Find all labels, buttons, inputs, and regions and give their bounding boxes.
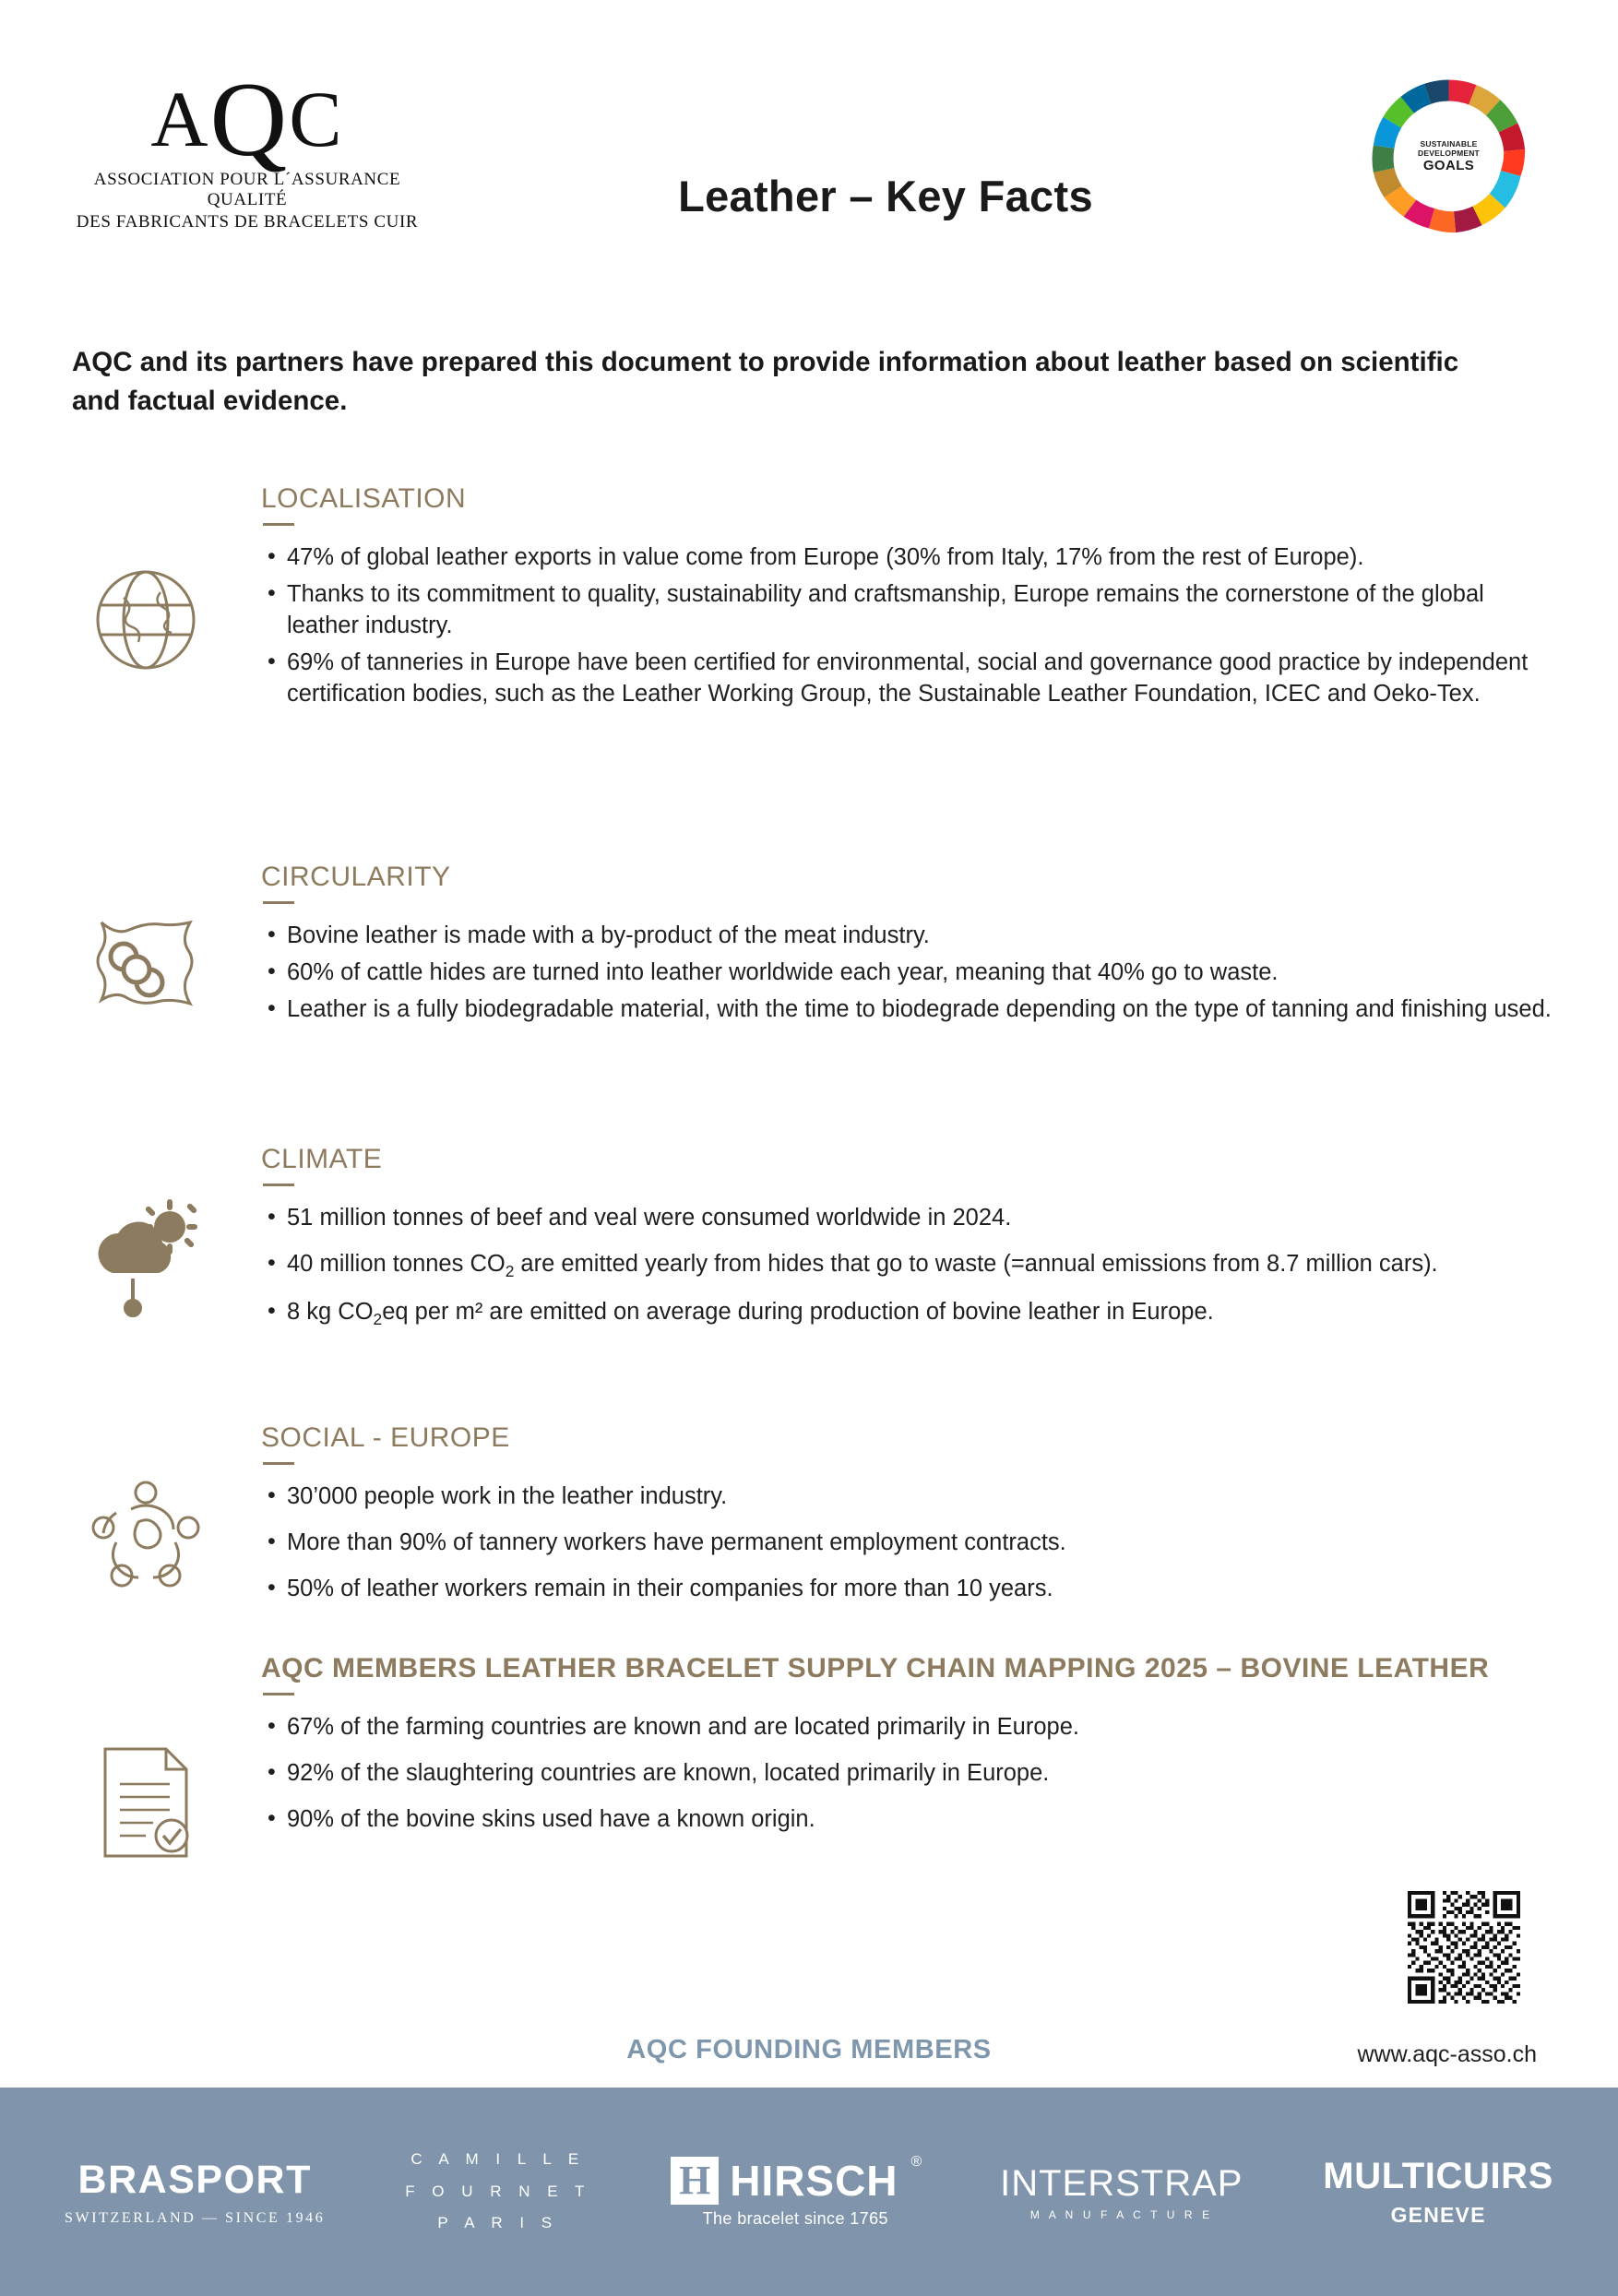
section-title: CIRCULARITY: [261, 862, 451, 892]
section-rule: [263, 1462, 294, 1465]
section-title: AQC MEMBERS LEATHER BRACELET SUPPLY CHAIN MAPPING 2025 – BOVINE LEATHER: [261, 1653, 1490, 1683]
brasport-tagline: SWITZERLAND — SINCE 1946: [65, 2209, 326, 2226]
qr-code-icon[interactable]: [1408, 1891, 1520, 2004]
list-item: • Leather is a fully biodegradable material, with the time to biodegrade depending on the type of tanning and finishing used.: [261, 994, 1553, 1026]
section-rule: [263, 1184, 294, 1186]
people-circle-icon: [72, 1474, 220, 1594]
multicuirs-location: GENEVE: [1390, 2203, 1486, 2227]
list-item: • 92% of the slaughtering countries are known, located primarily in Europe.: [261, 1758, 1553, 1790]
section-title: LOCALISATION: [261, 483, 467, 514]
section-rule: [263, 523, 294, 526]
fact-list: [261, 542, 1553, 710]
list-item: • 69% of tanneries in Europe have been certified for environmental, social and governance good practice by independent certification bodies, such as the Leather Working Group, the Sustainable Leather Foundation, ICEC and Oeko-Tex.: [261, 648, 1553, 710]
sdg-label-line1: SUSTAINABLE: [1420, 139, 1478, 149]
fact-list: [261, 1481, 1553, 1605]
section-circularity-body: [261, 860, 1553, 1031]
sdg-wheel-icon: [1368, 76, 1529, 237]
list-item: • 90% of the bovine skins used have a known origin.: [261, 1804, 1553, 1836]
globe-icon: [72, 561, 220, 679]
section-title: CLIMATE: [261, 1144, 383, 1174]
footer-member-hirsch: [671, 2153, 922, 2229]
interstrap-name: INTERSTRAP: [1000, 2162, 1243, 2204]
section-title: SOCIAL - EUROPE: [261, 1422, 510, 1453]
fact-list: [261, 1712, 1553, 1836]
list-item: • 60% of cattle hides are turned into leather worldwide each year, meaning that 40% go to waste.: [261, 958, 1553, 989]
document-check-icon: [72, 1740, 220, 1865]
aqc-logo-subtitle-2: DES FABRICANTS DE BRACELETS CUIR: [76, 212, 419, 232]
hide-infinity-icon: [72, 913, 220, 1026]
aqc-logo-subtitle-1: ASSOCIATION POUR L´ASSURANCE QUALITÉ: [93, 170, 401, 209]
section-climate-body: [261, 1142, 1553, 1346]
section-supply-chain-body: [261, 1651, 1553, 1850]
footer-member-multicuirs: [1323, 2156, 1553, 2228]
document-header: [0, 0, 1618, 304]
camille-fournet-line1: C A M I L L E: [410, 2149, 586, 2168]
list-item: • 67% of the farming countries are known and are located primarily in Europe.: [261, 1712, 1553, 1743]
aqc-logo: [72, 57, 422, 232]
fact-list: [261, 1203, 1553, 1330]
hirsch-mark: H: [671, 2157, 719, 2205]
list-item: • Thanks to its commitment to quality, sustainability and craftsmanship, Europe remains the cornerstone of the global leather industry.: [261, 579, 1553, 642]
list-item: • 47% of global leather exports in value come from Europe (30% from Italy, 17% from the rest of Europe).: [261, 542, 1553, 574]
list-item: • 8 kg $CO_2eq$ per m² are emitted on average during production of bovine leather in Europe.: [261, 1297, 1553, 1330]
weather-icon: [72, 1196, 220, 1317]
fact-list: [261, 921, 1553, 1026]
section-social-europe-body: [261, 1421, 1553, 1620]
list-item: • More than 90% of tannery workers have permanent employment contracts.: [261, 1528, 1553, 1559]
sdg-label-line3: GOALS: [1422, 158, 1475, 173]
list-item: • Bovine leather is made with a by-product of the meat industry.: [261, 921, 1553, 952]
aqc-logo-mark: AQC: [150, 61, 344, 179]
list-item: • 40 million tonnes $CO_2$ are emitted yearly from hides that go to waste (=annual emissions from 8.7 million cars).: [261, 1249, 1553, 1282]
section-localisation-body: [261, 482, 1553, 716]
section-rule: [263, 901, 294, 904]
list-item: • 30’000 people work in the leather industry.: [261, 1481, 1553, 1513]
hirsch-registered-icon: ®: [910, 2153, 922, 2170]
sdg-label-line2: DEVELOPMENT: [1418, 149, 1480, 158]
page-title: Leather – Key Facts: [678, 172, 1093, 220]
hirsch-tagline: The bracelet since 1765: [702, 2208, 888, 2228]
footer-member-interstrap: [1000, 2163, 1243, 2221]
list-item: • 50% of leather workers remain in their companies for more than 10 years.: [261, 1574, 1553, 1605]
interstrap-tagline: M A N U F A C T U R E: [1029, 2207, 1213, 2221]
founding-members-label: AQC FOUNDING MEMBERS: [626, 2035, 992, 2064]
footer-bar: [0, 2088, 1618, 2296]
camille-fournet-line3: P A R I S: [437, 2214, 559, 2232]
camille-fournet-line2: F O U R N E T: [405, 2182, 591, 2200]
hirsch-name: HIRSCH: [730, 2156, 898, 2205]
brasport-name: BRASPORT: [77, 2157, 312, 2202]
list-item: • 51 million tonnes of beef and veal were consumed worldwide in 2024.: [261, 1203, 1553, 1234]
website-url[interactable]: www.aqc-asso.ch: [1357, 2041, 1537, 2067]
multicuirs-name: MULTICUIRS: [1323, 2156, 1553, 2196]
hirsch-logo: [671, 2153, 922, 2206]
footer-member-brasport: [65, 2158, 325, 2227]
section-rule: [263, 1693, 294, 1695]
footer-member-camille-fournet: [405, 2144, 590, 2241]
intro-paragraph: AQC and its partners have prepared this document to provide information about leather based on scientific and factual evidence.: [72, 347, 1459, 416]
